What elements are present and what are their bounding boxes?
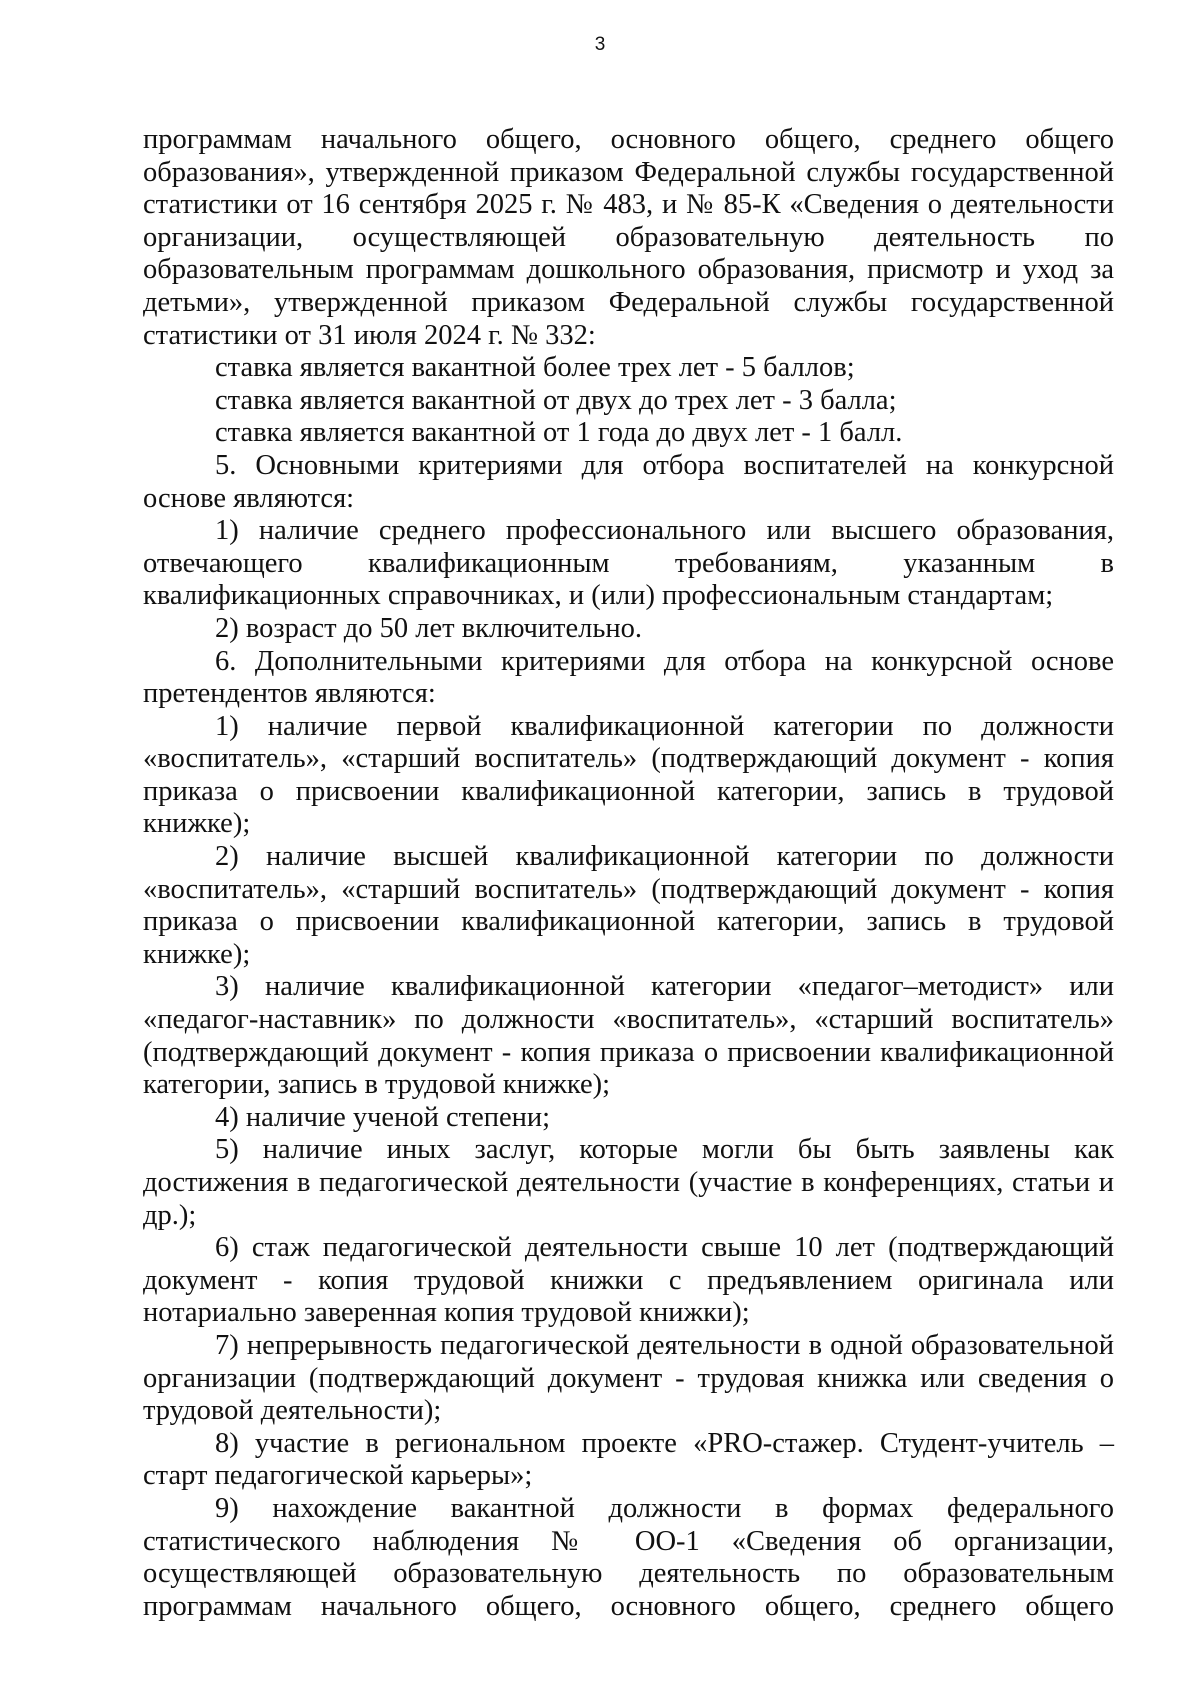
section-6-item-6: 6) стаж педагогической деятельности свыше 10 лет (подтверждающий документ - копия трудовой книжки с предъявлением оригинала или нотариально заверенная копия трудовой книжки);	[143, 1232, 1114, 1329]
score-item-one-to-two-years: ставка является вакантной от 1 года до двух лет - 1 балл.	[215, 417, 903, 449]
section-6-item-4: 4) наличие ученой степени;	[215, 1101, 551, 1133]
page-number: 3	[594, 34, 606, 55]
section-6-heading: 6. Дополнительными критериями для отбора на конкурсной основе претендентов являются:	[143, 645, 1114, 710]
section-6-item-1: 1) наличие первой квалификационной категории по должности «воспитатель», «старший воспитатель» (подтверждающий документ - копия приказа о присвоении квалификационной категории, запись в трудовой книжке);	[143, 710, 1114, 840]
section-6-item-7: 7) непрерывность педагогической деятельности в одной образовательной организации (подтверждающий документ - трудовая книжка или сведения о трудовой деятельности);	[143, 1329, 1114, 1427]
section-6-item-8: 8) участие в региональном проекте «PRO-стажер. Студент-учитель – старт педагогической карьеры»;	[143, 1427, 1114, 1492]
document-body	[143, 124, 1114, 1623]
score-item-two-to-three-years: ставка является вакантной от двух до трех лет - 3 балла;	[215, 384, 897, 416]
section-5-item-1: 1) наличие среднего профессионального или высшего образования, отвечающего квалификационным требованиям, указанным в квалификационных справочниках, и (или) профессиональным стандартам;	[143, 515, 1114, 612]
section-6-item-5: 5) наличие иных заслуг, которые могли бы быть заявлены как достижения в педагогической деятельности (участие в конференциях, статьи и др.);	[143, 1134, 1114, 1231]
paragraph-continuation: программам начального общего, основного общего, среднего общего образования», утвержденной приказом Федеральной службы государственной статистики от 16 сентября 2025 г. № 483, и № 85-К «Сведения о деятельности организации, осуществляющей образовательную деятельность по образовательным программам дошкольного образования, присмотр и уход за детьми», утвержденной приказом Федеральной службы государственной статистики от 31 июля 2024 г. № 332:	[143, 124, 1114, 351]
section-5-heading: 5. Основными критериями для отбора воспитателей на конкурсной основе являются:	[143, 449, 1114, 514]
score-item-over-three-years: ставка является вакантной более трех лет - 5 баллов;	[215, 352, 855, 384]
section-6-item-9: 9) нахождение вакантной должности в формах федерального статистического наблюдения № ОО-1 «Сведения об организации, осуществляющей образовательную деятельность по образовательным программам начального общего, основного общего, среднего общего	[143, 1492, 1114, 1622]
section-6-item-3: 3) наличие квалификационной категории «педагог–методист» или «педагог-наставник» по должности «воспитатель», «старший воспитатель» (подтверждающий документ - копия приказа о присвоении квалификационной категории, запись в трудовой книжке);	[143, 971, 1114, 1101]
section-5-item-2: 2) возраст до 50 лет включительно.	[215, 612, 642, 644]
section-6-item-2: 2) наличие высшей квалификационной категории по должности «воспитатель», «старший воспитатель» (подтверждающий документ - копия приказа о присвоении квалификационной категории, запись в трудовой книжке);	[143, 841, 1114, 970]
